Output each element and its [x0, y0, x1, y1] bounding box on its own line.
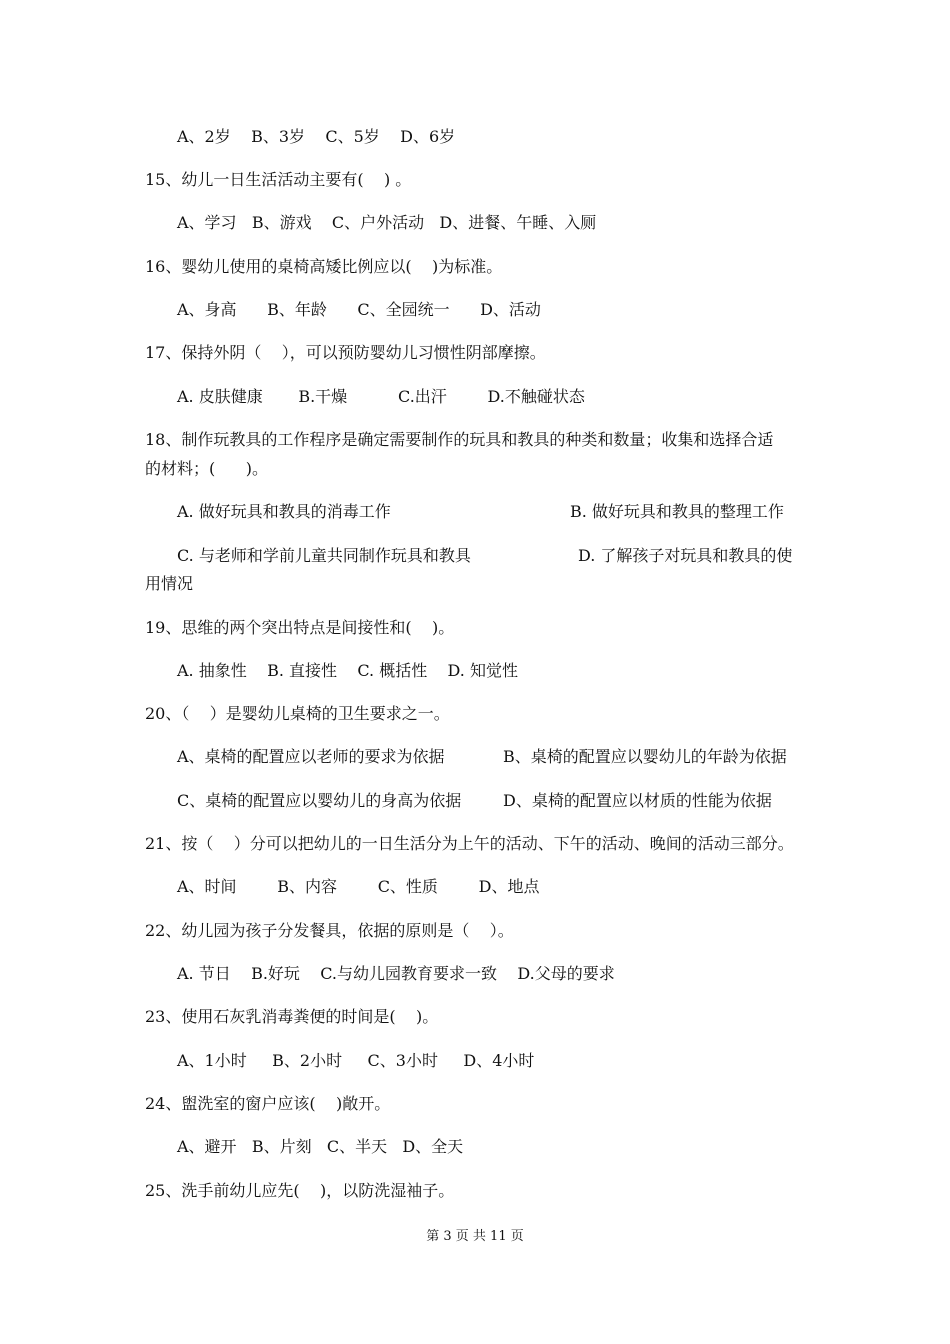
- q17-options: A. 皮肤健康 B.干燥 C.出汗 D.不触碰状态: [177, 387, 585, 406]
- q23-options: A、1小时 B、2小时 C、3小时 D、4小时: [177, 1051, 535, 1070]
- question-16: 16、婴幼儿使用的桌椅高矮比例应以( )为标准。: [145, 257, 503, 276]
- question-18-line1: 18、制作玩教具的工作程序是确定需要制作的玩具和教具的种类和数量；收集和选择合适: [145, 430, 774, 449]
- question-17: 17、保持外阴（ ），可以预防婴幼儿习惯性阴部摩擦。: [145, 343, 546, 362]
- page-footer: 第 3 页 共 11 页: [426, 1229, 524, 1244]
- question-21: 21、按（ ）分可以把幼儿的一日生活分为上午的活动、下午的活动、晚间的活动三部分。: [145, 834, 794, 853]
- q20-option-c: C、桌椅的配置应以婴幼儿的身高为依据: [177, 791, 462, 810]
- question-19: 19、思维的两个突出特点是间接性和( )。: [145, 618, 455, 637]
- q20-option-b: B、桌椅的配置应以婴幼儿的年龄为依据: [503, 747, 787, 766]
- q19-options: A. 抽象性 B. 直接性 C. 概括性 D. 知觉性: [177, 661, 518, 680]
- question-24: 24、盥洗室的窗户应该( )敞开。: [145, 1094, 391, 1113]
- q20-option-a: A、桌椅的配置应以老师的要求为依据: [177, 747, 445, 766]
- q20-option-d: D、桌椅的配置应以材质的性能为依据: [503, 791, 772, 810]
- q18-option-c: C. 与老师和学前儿童共同制作玩具和教具: [177, 546, 471, 565]
- q24-options: A、避开 B、片刻 C、半天 D、全天: [177, 1137, 464, 1156]
- question-25: 25、洗手前幼儿应先( )，以防洗湿袖子。: [145, 1181, 455, 1200]
- question-22: 22、幼儿园为孩子分发餐具，依据的原则是（ ）。: [145, 921, 514, 940]
- q22-options: A. 节日 B.好玩 C.与幼儿园教育要求一致 D.父母的要求: [177, 964, 615, 983]
- question-20: 20、（ ）是婴幼儿桌椅的卫生要求之一。: [145, 704, 450, 723]
- q18-option-d: D. 了解孩子对玩具和教具的使: [578, 546, 793, 565]
- question-23: 23、使用石灰乳消毒粪便的时间是( )。: [145, 1007, 439, 1026]
- q18-option-d-cont: 用情况: [145, 574, 194, 593]
- q18-option-a: A. 做好玩具和教具的消毒工作: [177, 502, 391, 521]
- question-18-line2: 的材料；( )。: [145, 459, 269, 478]
- q18-option-b: B. 做好玩具和教具的整理工作: [570, 502, 784, 521]
- question-15: 15、幼儿一日生活活动主要有( ) 。: [145, 170, 412, 189]
- q14-options: A、2岁 B、3岁 C、5岁 D、6岁: [177, 127, 456, 146]
- q16-options: A、身高 B、年龄 C、全园统一 D、活动: [177, 300, 541, 319]
- q21-options: A、时间 B、内容 C、性质 D、地点: [177, 877, 540, 896]
- q15-options: A、学习 B、游戏 C、户外活动 D、进餐、午睡、入厕: [177, 213, 597, 232]
